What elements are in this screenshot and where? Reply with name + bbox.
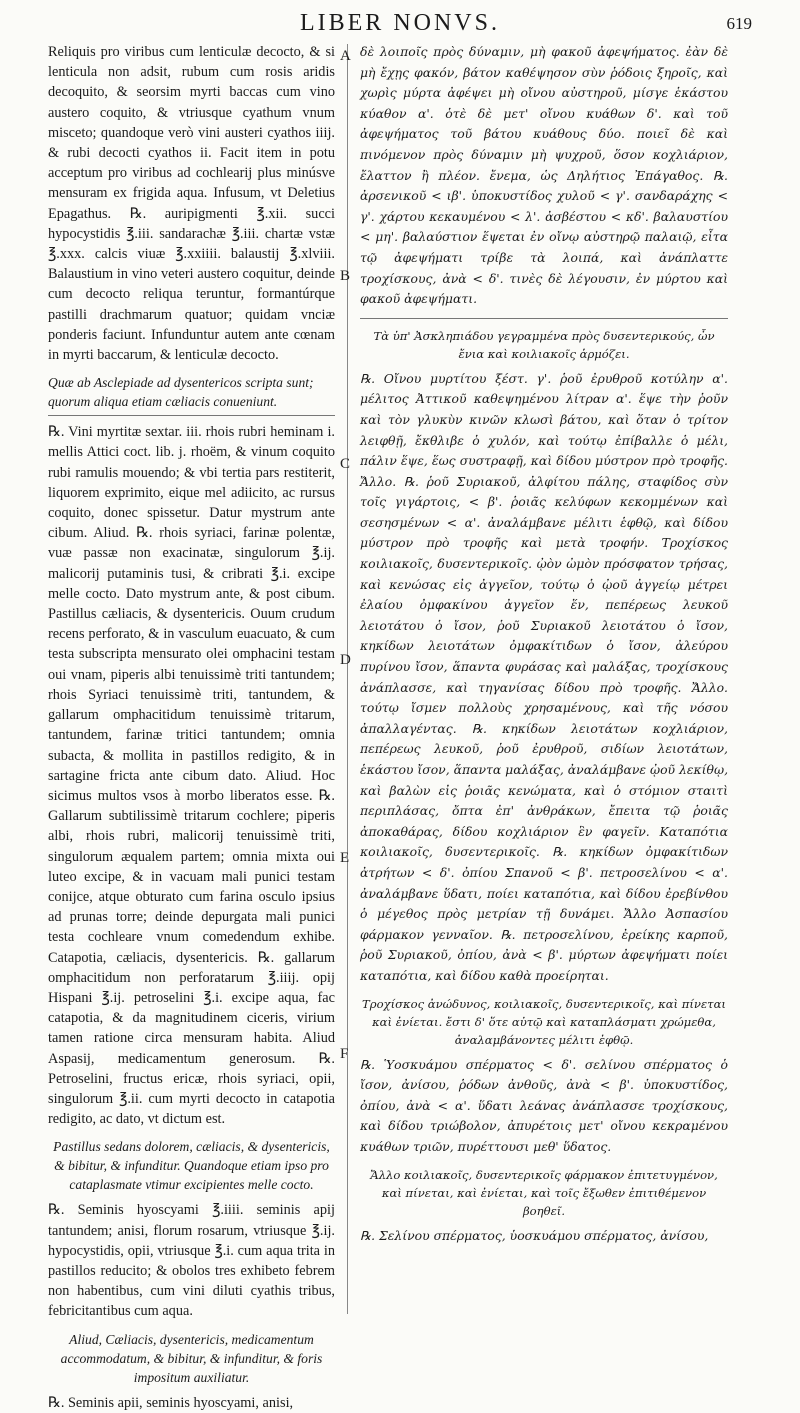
greek-section-heading-asclepiades: Τὰ ὑπ' Ἀσκληπιάδου γεγραμμένα πρὸς δυσεντερικούς, ὧν ἔνια καὶ κοιλιακοῖς ἁρμόζει. (373, 328, 715, 361)
latin-paragraph-4: ℞. Seminis apii, seminis hyoscyami, anisi, (48, 1394, 294, 1411)
margin-marker-a: A (340, 48, 351, 64)
greek-paragraph-2: ℞. Οἴνου μυρτίτου ξέστ. γ'. ῥοῦ ἐρυθροῦ κοτύλην α'. μέλιτος Ἀττικοῦ καθεψημένου λίτραν α'. ἕψε τὴν ῥοῦν καὶ τὸν γλυκὺν κινῶν κλωσὶ βάτου, καὶ ὅταν ὁ τρίτον λειφθῇ, ἔκθλιβε ὁ χυλόν, καὶ τούτῳ ἐπίβαλλε ὁ μέλι, πάλιν ἕψε, ἕως συστραφῇ, καὶ δίδου μύστρον πρὸ τροφῆς. Ἄλλο. ℞. ῥοῦ Συριακοῦ, ἀλφίτου πάλης, σταφίδος σὺν τοῖς γιγάρτοις, < β'. ῥοιᾶς κελύφων κεκομμένων καὶ σεσησμένων < α'. ἀναλάμβανε μέλιτι ἑφθῷ, καὶ δίδου μύστρον πρὸ τροφῆς καὶ μετὰ τροφήν. Τροχίσκος κοιλιακοῖς, δυσεντερικοῖς. ᾠὸν ὠμὸν πρόσφατον τρήσας, καὶ κενώσας εἰς ἀγγεῖον, τούτῳ ὁ ᾠοῦ ἀγγείῳ μέτρει ἐλαίου ὀμφακίνου ἀγγεῖον ἕν, πεπέρεως λευκοῦ λειοτάτου ὁ ἴσον, ῥοῦ Συριακοῦ λειοτάτου ὁ ἴσον, κηκίδων λειοτάτων ὀμφακίτιδων ὁ ἴσον, ἀλεύρου πυρίνου ἴσον, ἅπαντα φυράσας καὶ μαλάξας, τροχίσκους ἀνάπλασσε, καὶ τηγανίσας δίδου πρὸ τροφῆς. Ἄλλο. τούτῳ ἴσμεν πολλοὺς χρησαμένους, καὶ τῆς νόσου ἀπαλλαγέντας. ℞. κηκίδων λειοτάτων κοχλιάριον, πεπέρεως λευκοῦ, ῥοῦ ἐρυθροῦ, σιδίων λειοτάτων, ἑκάστου ἴσον, ἅπαντα μαλάξας, ἀναλάμβανε ᾠοῦ λεκίθῳ, καὶ βαλὼν εἰς ῥοιᾶς κενώματα, καὶ ὁ στόμιον σταιτὶ περιπλάσας, ὄπτα ἐπ' ἀνθράκων, ἔπειτα τῷ ῥοιᾶς ἀποκαθάρας, δίδου κοχλιάριον ἓν φαγεῖν. Καταπότια κοιλιακοῖς, δυσεντερικοῖς. ℞. κηκίδων ὀμφακίτιδων ἀτρήτων < δ'. ὀπίου Σπανοῦ < β'. πετροσελίνου < α'. ἀναλάμβανε ὕδατι, ποίει καταπότια, καὶ δίδου ἐρεβίνθου ὁ μέγεθος πρὸς μετρίαν τῇ δυνάμει. Ἄλλο Ἀσπασίου φάρμακον γενναῖον. ℞. πετροσελίνου, ἐρείκης καρποῦ, ῥοῦ Συριακοῦ, ὀπίου, ἀνὰ < β'. μύρτων ἀφεψήματι ποίει καταπότια, καὶ δίδου καθὰ προείρηται. (360, 370, 729, 983)
margin-marker-d: D (340, 652, 351, 668)
greek-paragraph-3: ℞. Ὑοσκυάμου σπέρματος < δ'. σελίνου σπέρματος ὁ ἴσον, ἀνίσου, ῥόδων ἀνθοῦς, ἀνὰ < β'. ὑποκυστίδος, ὀπίου, ἀνὰ < α'. ὕδατι λεάνας ἀνάπλασσε τροχίσκους, καὶ δίδου τριώβολον, ἀπυρέτοις μετ' οἴνου κεκραμένου κυάθων τριῶν, πυρέττουσι μεθ' ὕδατος. (360, 1056, 728, 1154)
greek-section-heading-trochiskos: Τροχίσκος ἀνώδυνος, κοιλιακοῖς, δυσεντερικοῖς, καὶ πίνεται καὶ ἐνίεται. ἔστι δ' ὅτε αὐτῷ καὶ καταπλάσματι χρώμεθα, ἀναλαμβάνοντες μέλιτι ἑφθῷ. (362, 996, 726, 1047)
column-divider (347, 44, 348, 1314)
latin-section-heading-aliud: Aliud, Cæliacis, dysentericis, medicamentum accommodatum, & bibitur, & infunditur, & foris impositum auxiliatur. (60, 1331, 323, 1385)
latin-section-heading-pastillus: Pastillus sedans dolorem, cæliacis, & dysentericis, & bibitur, & infunditur. Quandoque etiam ipso pro cataplasmate vtimur excipientes melle cocto. (53, 1139, 330, 1193)
latin-column (48, 42, 335, 1411)
greek-paragraph-4: ℞. Σελίνου σπέρματος, ὑοσκυάμου σπέρματος, ἀνίσου, (360, 1227, 709, 1243)
running-title: LIBER NONVS. (299, 10, 500, 36)
latin-paragraph-2: ℞. Vini myrtitæ sextar. iii. rhois rubri heminam i. mellis Attici coct. lib. j. rhoëm, & vinum coquito rubi ramulis mouendo; & vbi tertia pars restiterit, liquorem exprimito, eique mel adiicito, ac rursus coquito, donec spissetur. Datur mystrum ante cibum. Aliud. ℞. rhois syriaci, farinæ polentæ, vuæ passæ non exacinatæ, singulorum ℥.ij. malicorij putaminis tusi, & cribrati ℥.i. excipe melle cocto. Dato mystrum ante, & post cibum. Pastillus cæliacis, & dysentericis. Ouum crudum recens perforato, & in vasculum euacuato, & cum testa subscripta mensurato olei omphacini testam oui vnam, piperis albi tenuissimè triti tantundem; rhois Syriaci tenuissimè triti, tantundem, & gallarum omphacitidum tenuissimè tritarum, tantundem, farinæ tritici tantundem; omnia subacta, & mollita in pastillos redigito, & in sartagine fricta ante cibum dato. Aliud. Hoc sicimus multos vsos à morbo liberatos esse. ℞. Gallarum subtilissimè tritarum cochlere; piperis albi, rhois rubri, malicorij tenuissimè triti, singulorum æqualem partem; omnia mixta oui luteo excipe, & in vacuam mali punici testam conijce, atque obturato cum farina osculo ipsius ad prunas torre; deinde depurgata mali punici testa cochleare vnum comedendum exhibe. Catapotia, cæliacis, dysentericis. ℞. gallarum omphacitidum non perforatarum ℥.iiij. opij Hispani ℥.ij. petroselini ℥.i. excipe aqua, fac catapotia, & da magnitudinem ciceris, virium tamen ratione circa mensuram habita. Aliud Aspasij, medicamentum generosum. ℞. Petroselini, fructus ericæ, rhois syriaci, opii, singulorum ℥.ii. cum myrti decocto in catapotia redigito, ac dato, vt dictum est. (48, 424, 335, 1128)
greek-section-heading-allo: Ἄλλο κοιλιακοῖς, δυσεντερικοῖς φάρμακον ἐπιτετυγμένον, καὶ πίνεται, καὶ ἐνίεται, καὶ τοῖς ἔξωθεν ἐπιτιθέμενον βοηθεῖ. (370, 1167, 718, 1218)
margin-marker-e: E (340, 850, 350, 866)
greek-column (360, 42, 728, 1322)
latin-paragraph-1: Reliquis pro viribus cum lenticulæ decocto, & si lenticula non adsit, rubum cum rosis aridis decoquito, & seorsim myrti baccas cum vino austero coquito, & vtriusque cyathum vnum misceto; quandoque verò vini austeri cyathos iiij. & rubi decocti cyathos ii. Facit item in potu acceptum pro viribus ad cochlearij plus minúsve mensuram ex frigida aqua. Infusum, vt Deletius Epagathus. ℞. auripigmenti ℥.xii. succi hypocystidis ℥.iii. sandarachæ ℥.iii. chartæ vstæ ℥.xxx. calcis viuæ ℥.xxiiii. balaustij ℥.xlviii. Balaustium in vino veteri austero coquitur, deinde cum decocto reliqua teruntur, formantúrque pastilli drachmarum quatuor; quidam vnciæ ponderis faciunt. Infunduntur autem ante cœnam in myrti baccarum, & lenticulæ decocto. (48, 44, 335, 364)
latin-paragraph-3: ℞. Seminis hyoscyami ℥.iiii. seminis apij tantundem; anisi, florum rosarum, vtriusque ℥.ij. hypocystidis, opii, vtriusque ℥.i. cum aqua trita in pastillos reducito; & obolos tres exhibeto febrem non habentibus, cum vini diluti cyathis tribus, febricitantibus cum aqua. (48, 1202, 335, 1320)
margin-marker-b: B (340, 268, 351, 284)
page-number: 619 (726, 14, 752, 33)
greek-paragraph-1: δὲ λοιποῖς πρὸς δύναμιν, μὴ φακοῦ ἀφεψήματος. ἐὰν δὲ μὴ ἔχῃς φακόν, βάτον καθέψησον σὺν ῥόδοις ξηροῖς, καὶ χωρὶς μύρτα ἀφέψει μὴ οἴνου αὐστηροῦ, μίσγε ἑκάστου κύαθον α'. ὁτὲ δὲ μετ' οἴνου κυάθων δ'. καὶ τοῦ ἀφεψήματος τοῦ βάτου κυάθους δύο. ποιεῖ δὲ καὶ πινόμενον πρὸς δύναμιν μὴ ψυχροῦ, ὅσον κοχλιάριον, ἔλαττον ἢ πλέον. ἔνεμα, ὡς Δηλήτιος Ἐπάγαθος. ℞. ἀρσενικοῦ < ιβ'. ὑποκυστίδος χυλοῦ < γ'. σανδαράχης < γ'. χάρτου κεκαυμένου < λ'. ἀσβέστου < κδ'. βαλαυστίου < μη'. βαλαύστιον ἕψεται ἐν οἴνῳ αὐστηρῷ παλαιῷ, εἶτα τῷ ἀφεψήματι τρίβε τὰ λοιπά, καὶ ἀνάπλαττε τροχίσκους, ἀνὰ < δ'. τινὲς δὲ λέγουσιν, ἐν μύρτου καὶ φακοῦ ἀφεψήματι. (360, 44, 728, 307)
page-header (0, 8, 800, 44)
greek-section-rule (360, 318, 728, 319)
margin-marker-f: F (340, 1046, 349, 1062)
margin-marker-c: C (340, 456, 351, 472)
latin-section-heading-asclepiades: Quæ ab Asclepiade ad dysentericos scripta sunt; quorum aliqua etiam cæliacis conueniunt. (48, 373, 335, 416)
